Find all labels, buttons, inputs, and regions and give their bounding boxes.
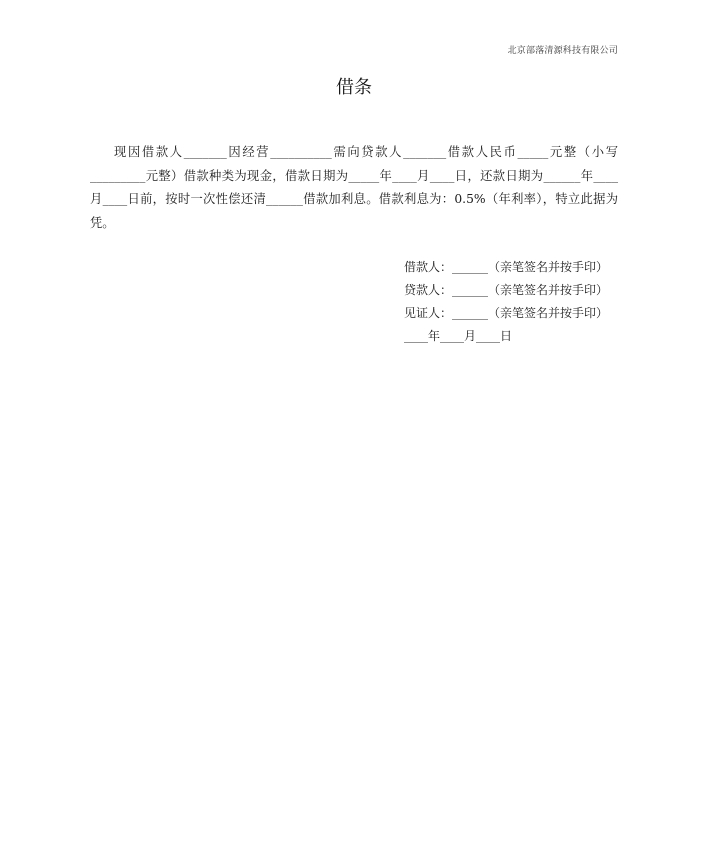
lender-signature-line: 贷款人：______（亲笔签名并按手印） [404, 283, 609, 297]
date-line: ____年____月____日 [404, 329, 513, 343]
borrower-signature-line: 借款人：______（亲笔签名并按手印） [404, 260, 609, 274]
company-header: 北京部落清源科技有限公司 [507, 46, 618, 56]
witness-signature-line: 见证人：______（亲笔签名并按手印） [404, 306, 609, 320]
loan-body-paragraph: 现因借款人_______因经营__________需向贷款人_______借款人民币_____元整（小写_________元整）借款种类为现金，借款日期为_____年____月____日，还款日期为______年____月____日前，按时一次性偿还清______借款加利息。借款利息为：0.5%（年利率），特立此据为凭。 [90, 145, 618, 230]
signature-block [404, 256, 608, 348]
page-title: 借条 [336, 77, 372, 98]
